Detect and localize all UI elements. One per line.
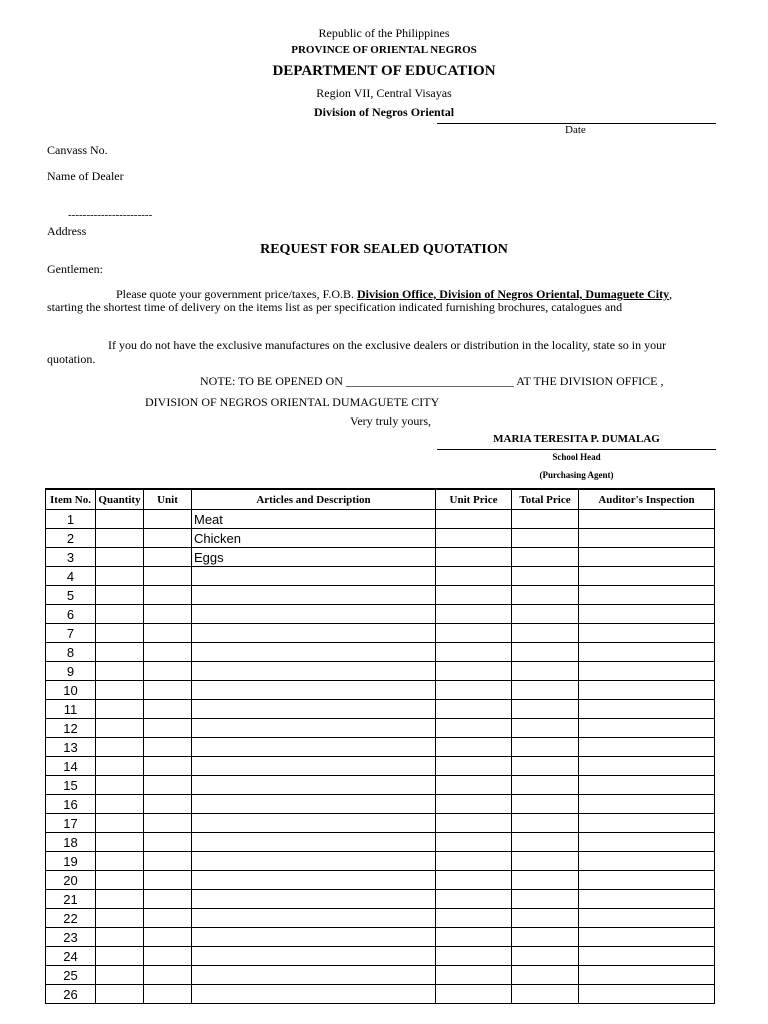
table-row (46, 586, 715, 605)
table-row (46, 795, 715, 814)
auditor-inspection-cell[interactable] (579, 567, 715, 586)
total-price-cell[interactable] (512, 833, 579, 852)
quantity-cell[interactable] (96, 624, 144, 643)
item-no-cell[interactable]: 22 (46, 909, 96, 928)
unit-price-cell[interactable] (436, 567, 512, 586)
description-cell[interactable] (192, 795, 436, 814)
auditor-inspection-cell[interactable] (579, 890, 715, 909)
unit-price-cell[interactable] (436, 681, 512, 700)
description-cell[interactable] (192, 871, 436, 890)
unit-price-cell[interactable] (436, 738, 512, 757)
quantity-cell[interactable] (96, 738, 144, 757)
description-cell[interactable]: Meat (192, 510, 436, 529)
total-price-cell[interactable] (512, 700, 579, 719)
total-price-cell[interactable] (512, 719, 579, 738)
item-no-cell[interactable]: 12 (46, 719, 96, 738)
item-no-cell[interactable]: 13 (46, 738, 96, 757)
item-no-cell[interactable]: 2 (46, 529, 96, 548)
unit-cell[interactable] (144, 757, 192, 776)
unit-price-cell[interactable] (436, 966, 512, 985)
quantity-cell[interactable] (96, 928, 144, 947)
unit-price-cell[interactable] (436, 795, 512, 814)
quantity-cell[interactable] (96, 662, 144, 681)
auditor-inspection-cell[interactable] (579, 529, 715, 548)
quantity-cell[interactable] (96, 947, 144, 966)
items-table (45, 488, 715, 1004)
canvass-no-label: Canvass No. (47, 143, 108, 157)
description-cell[interactable] (192, 643, 436, 662)
table-row (46, 510, 715, 529)
quantity-cell[interactable] (96, 757, 144, 776)
table-row (46, 643, 715, 662)
table-row (46, 833, 715, 852)
item-no-cell[interactable]: 20 (46, 871, 96, 890)
description-cell[interactable] (192, 738, 436, 757)
unit-cell[interactable] (144, 700, 192, 719)
total-price-cell[interactable] (512, 567, 579, 586)
unit-cell[interactable] (144, 605, 192, 624)
total-price-cell[interactable] (512, 605, 579, 624)
unit-cell[interactable] (144, 966, 192, 985)
address-blank: ----------------------- (68, 209, 153, 221)
unit-price-cell[interactable] (436, 510, 512, 529)
unit-price-cell[interactable] (436, 890, 512, 909)
quantity-cell[interactable] (96, 871, 144, 890)
table-row (46, 529, 715, 548)
auditor-inspection-cell[interactable] (579, 909, 715, 928)
table-header-row (46, 489, 715, 510)
description-cell[interactable] (192, 586, 436, 605)
col-unit-price: Unit Price (436, 489, 512, 510)
division-line: Division of Negros Oriental (313, 105, 455, 119)
paragraph-2-line-1: If you do not have the exclusive manufactures on the exclusive dealers or distribution in the locality, state so in your (108, 338, 667, 352)
col-total-price: Total Price (512, 489, 579, 510)
unit-cell[interactable] (144, 681, 192, 700)
table-row (46, 985, 715, 1004)
item-no-cell[interactable]: 26 (46, 985, 96, 1004)
total-price-cell[interactable] (512, 814, 579, 833)
unit-cell[interactable] (144, 852, 192, 871)
item-no-cell[interactable]: 4 (46, 567, 96, 586)
dealer-name-label: Name of Dealer (47, 169, 124, 183)
date-label: Date (565, 124, 586, 136)
description-cell[interactable] (192, 605, 436, 624)
opening-note: NOTE: TO BE OPENED ON ____________________________ AT THE DIVISION OFFICE , (200, 374, 664, 388)
quantity-cell[interactable] (96, 700, 144, 719)
table-row (46, 719, 715, 738)
quantity-cell[interactable] (96, 985, 144, 1004)
auditor-inspection-cell[interactable] (579, 852, 715, 871)
total-price-cell[interactable] (512, 852, 579, 871)
table-row (46, 966, 715, 985)
auditor-inspection-cell[interactable] (579, 871, 715, 890)
table-row (46, 928, 715, 947)
item-no-cell[interactable]: 3 (46, 548, 96, 567)
table-row (46, 776, 715, 795)
unit-price-cell[interactable] (436, 662, 512, 681)
description-cell[interactable] (192, 776, 436, 795)
col-auditor-inspection: Auditor's Inspection (579, 489, 715, 510)
description-cell[interactable] (192, 700, 436, 719)
description-cell[interactable]: Chicken (192, 529, 436, 548)
total-price-cell[interactable] (512, 795, 579, 814)
unit-cell[interactable] (144, 909, 192, 928)
table-row (46, 757, 715, 776)
division-city-line: DIVISION OF NEGROS ORIENTAL DUMAGUETE CITY (145, 395, 440, 409)
description-cell[interactable] (192, 985, 436, 1004)
item-no-cell[interactable]: 1 (46, 510, 96, 529)
quantity-cell[interactable] (96, 643, 144, 662)
description-cell[interactable] (192, 947, 436, 966)
table-row (46, 662, 715, 681)
description-cell[interactable] (192, 814, 436, 833)
description-cell[interactable] (192, 852, 436, 871)
item-no-cell[interactable]: 25 (46, 966, 96, 985)
salutation: Gentlemen: (47, 262, 103, 276)
table-row (46, 567, 715, 586)
unit-price-cell[interactable] (436, 529, 512, 548)
unit-price-cell[interactable] (436, 757, 512, 776)
item-no-cell[interactable]: 7 (46, 624, 96, 643)
item-no-cell[interactable]: 24 (46, 947, 96, 966)
description-cell[interactable]: Eggs (192, 548, 436, 567)
item-no-cell[interactable]: 14 (46, 757, 96, 776)
col-quantity: Quantity (96, 489, 144, 510)
unit-price-cell[interactable] (436, 776, 512, 795)
total-price-cell[interactable] (512, 586, 579, 605)
unit-price-cell[interactable] (436, 605, 512, 624)
item-no-cell[interactable]: 6 (46, 605, 96, 624)
unit-cell[interactable] (144, 928, 192, 947)
description-cell[interactable] (192, 681, 436, 700)
unit-price-cell[interactable] (436, 700, 512, 719)
table-row (46, 548, 715, 567)
total-price-cell[interactable] (512, 643, 579, 662)
item-no-cell[interactable]: 18 (46, 833, 96, 852)
unit-cell[interactable] (144, 548, 192, 567)
total-price-cell[interactable] (512, 662, 579, 681)
signatory-name: MARIA TERESITA P. DUMALAG (493, 433, 660, 445)
item-no-cell[interactable]: 21 (46, 890, 96, 909)
auditor-inspection-cell[interactable] (579, 662, 715, 681)
description-cell[interactable] (192, 662, 436, 681)
unit-price-cell[interactable] (436, 947, 512, 966)
description-cell[interactable] (192, 909, 436, 928)
table-row (46, 700, 715, 719)
unit-cell[interactable] (144, 985, 192, 1004)
auditor-inspection-cell[interactable] (579, 586, 715, 605)
signatory-position: School Head (552, 452, 601, 462)
table-row (46, 624, 715, 643)
auditor-inspection-cell[interactable] (579, 814, 715, 833)
col-articles: Articles and Description (192, 489, 436, 510)
unit-price-cell[interactable] (436, 624, 512, 643)
quantity-cell[interactable] (96, 814, 144, 833)
item-no-cell[interactable]: 15 (46, 776, 96, 795)
item-no-cell[interactable]: 16 (46, 795, 96, 814)
unit-cell[interactable] (144, 567, 192, 586)
auditor-inspection-cell[interactable] (579, 643, 715, 662)
description-cell[interactable] (192, 567, 436, 586)
paragraph-1-comma: , (669, 287, 673, 301)
item-no-cell[interactable]: 19 (46, 852, 96, 871)
total-price-cell[interactable] (512, 776, 579, 795)
auditor-inspection-cell[interactable] (579, 719, 715, 738)
item-no-cell[interactable]: 23 (46, 928, 96, 947)
total-price-cell[interactable] (512, 947, 579, 966)
form-title: REQUEST FOR SEALED QUOTATION (260, 242, 508, 257)
unit-price-cell[interactable] (436, 548, 512, 567)
total-price-cell[interactable] (512, 890, 579, 909)
table-row (46, 909, 715, 928)
quantity-cell[interactable] (96, 681, 144, 700)
unit-cell[interactable] (144, 814, 192, 833)
total-price-cell[interactable] (512, 548, 579, 567)
total-price-cell[interactable] (512, 966, 579, 985)
unit-cell[interactable] (144, 833, 192, 852)
auditor-inspection-cell[interactable] (579, 605, 715, 624)
unit-cell[interactable] (144, 947, 192, 966)
unit-cell[interactable] (144, 643, 192, 662)
table-row (46, 605, 715, 624)
auditor-inspection-cell[interactable] (579, 966, 715, 985)
quantity-cell[interactable] (96, 605, 144, 624)
quantity-cell[interactable] (96, 719, 144, 738)
quantity-cell[interactable] (96, 586, 144, 605)
department-title: DEPARTMENT OF EDUCATION (272, 63, 496, 79)
item-no-cell[interactable]: 10 (46, 681, 96, 700)
signature-rule (437, 449, 716, 450)
unit-cell[interactable] (144, 529, 192, 548)
unit-price-cell[interactable] (436, 871, 512, 890)
fob-location: Division Office, Division of Negros Oriental, Dumaguete City (356, 287, 670, 301)
description-cell[interactable] (192, 833, 436, 852)
auditor-inspection-cell[interactable] (579, 757, 715, 776)
auditor-inspection-cell[interactable] (579, 510, 715, 529)
quantity-cell[interactable] (96, 909, 144, 928)
region-line: Region VII, Central Visayas (316, 86, 452, 100)
auditor-inspection-cell[interactable] (579, 833, 715, 852)
quantity-cell[interactable] (96, 890, 144, 909)
total-price-cell[interactable] (512, 928, 579, 947)
unit-cell[interactable] (144, 871, 192, 890)
quantity-cell[interactable] (96, 567, 144, 586)
total-price-cell[interactable] (512, 529, 579, 548)
unit-cell[interactable] (144, 510, 192, 529)
item-no-cell[interactable]: 11 (46, 700, 96, 719)
unit-cell[interactable] (144, 776, 192, 795)
col-item-no: Item No. (46, 489, 96, 510)
signatory-role: (Purchasing Agent) (539, 470, 614, 480)
auditor-inspection-cell[interactable] (579, 700, 715, 719)
item-no-cell[interactable]: 9 (46, 662, 96, 681)
table-row (46, 871, 715, 890)
description-cell[interactable] (192, 624, 436, 643)
total-price-cell[interactable] (512, 871, 579, 890)
auditor-inspection-cell[interactable] (579, 947, 715, 966)
unit-price-cell[interactable] (436, 643, 512, 662)
item-no-cell[interactable]: 5 (46, 586, 96, 605)
republic-line: Republic of the Philippines (318, 26, 450, 40)
unit-price-cell[interactable] (436, 586, 512, 605)
description-cell[interactable] (192, 757, 436, 776)
description-cell[interactable] (192, 719, 436, 738)
unit-cell[interactable] (144, 662, 192, 681)
quantity-cell[interactable] (96, 852, 144, 871)
quantity-cell[interactable] (96, 833, 144, 852)
table-row (46, 947, 715, 966)
total-price-cell[interactable] (512, 757, 579, 776)
paragraph-1-text: Please quote your government price/taxes, F.O.B. (116, 287, 357, 301)
table-row (46, 738, 715, 757)
unit-price-cell[interactable] (436, 833, 512, 852)
unit-cell[interactable] (144, 738, 192, 757)
unit-cell[interactable] (144, 586, 192, 605)
description-cell[interactable] (192, 890, 436, 909)
unit-price-cell[interactable] (436, 928, 512, 947)
unit-cell[interactable] (144, 795, 192, 814)
item-no-cell[interactable]: 17 (46, 814, 96, 833)
table-row (46, 852, 715, 871)
auditor-inspection-cell[interactable] (579, 738, 715, 757)
description-cell[interactable] (192, 928, 436, 947)
quantity-cell[interactable] (96, 529, 144, 548)
col-unit: Unit (144, 489, 192, 510)
paragraph-1-line-2: starting the shortest time of delivery on the items list as per specification indicated furnishing brochures, catalogues and (47, 300, 623, 314)
auditor-inspection-cell[interactable] (579, 776, 715, 795)
quantity-cell[interactable] (96, 548, 144, 567)
quantity-cell[interactable] (96, 510, 144, 529)
quantity-cell[interactable] (96, 966, 144, 985)
unit-price-cell[interactable] (436, 814, 512, 833)
unit-cell[interactable] (144, 624, 192, 643)
total-price-cell[interactable] (512, 985, 579, 1004)
auditor-inspection-cell[interactable] (579, 795, 715, 814)
unit-cell[interactable] (144, 890, 192, 909)
total-price-cell[interactable] (512, 738, 579, 757)
total-price-cell[interactable] (512, 909, 579, 928)
auditor-inspection-cell[interactable] (579, 985, 715, 1004)
paragraph-2-line-2: quotation. (47, 352, 96, 366)
address-label: Address (47, 224, 87, 238)
quantity-cell[interactable] (96, 776, 144, 795)
unit-cell[interactable] (144, 719, 192, 738)
closing-line: Very truly yours, (350, 414, 431, 428)
auditor-inspection-cell[interactable] (579, 624, 715, 643)
total-price-cell[interactable] (512, 624, 579, 643)
description-cell[interactable] (192, 966, 436, 985)
quantity-cell[interactable] (96, 795, 144, 814)
auditor-inspection-cell[interactable] (579, 681, 715, 700)
item-no-cell[interactable]: 8 (46, 643, 96, 662)
table-row (46, 681, 715, 700)
province-line: PROVINCE OF ORIENTAL NEGROS (291, 44, 477, 56)
table-row (46, 814, 715, 833)
total-price-cell[interactable] (512, 510, 579, 529)
unit-price-cell[interactable] (436, 909, 512, 928)
auditor-inspection-cell[interactable] (579, 548, 715, 567)
total-price-cell[interactable] (512, 681, 579, 700)
auditor-inspection-cell[interactable] (579, 928, 715, 947)
unit-price-cell[interactable] (436, 719, 512, 738)
table-row (46, 890, 715, 909)
unit-price-cell[interactable] (436, 985, 512, 1004)
unit-price-cell[interactable] (436, 852, 512, 871)
